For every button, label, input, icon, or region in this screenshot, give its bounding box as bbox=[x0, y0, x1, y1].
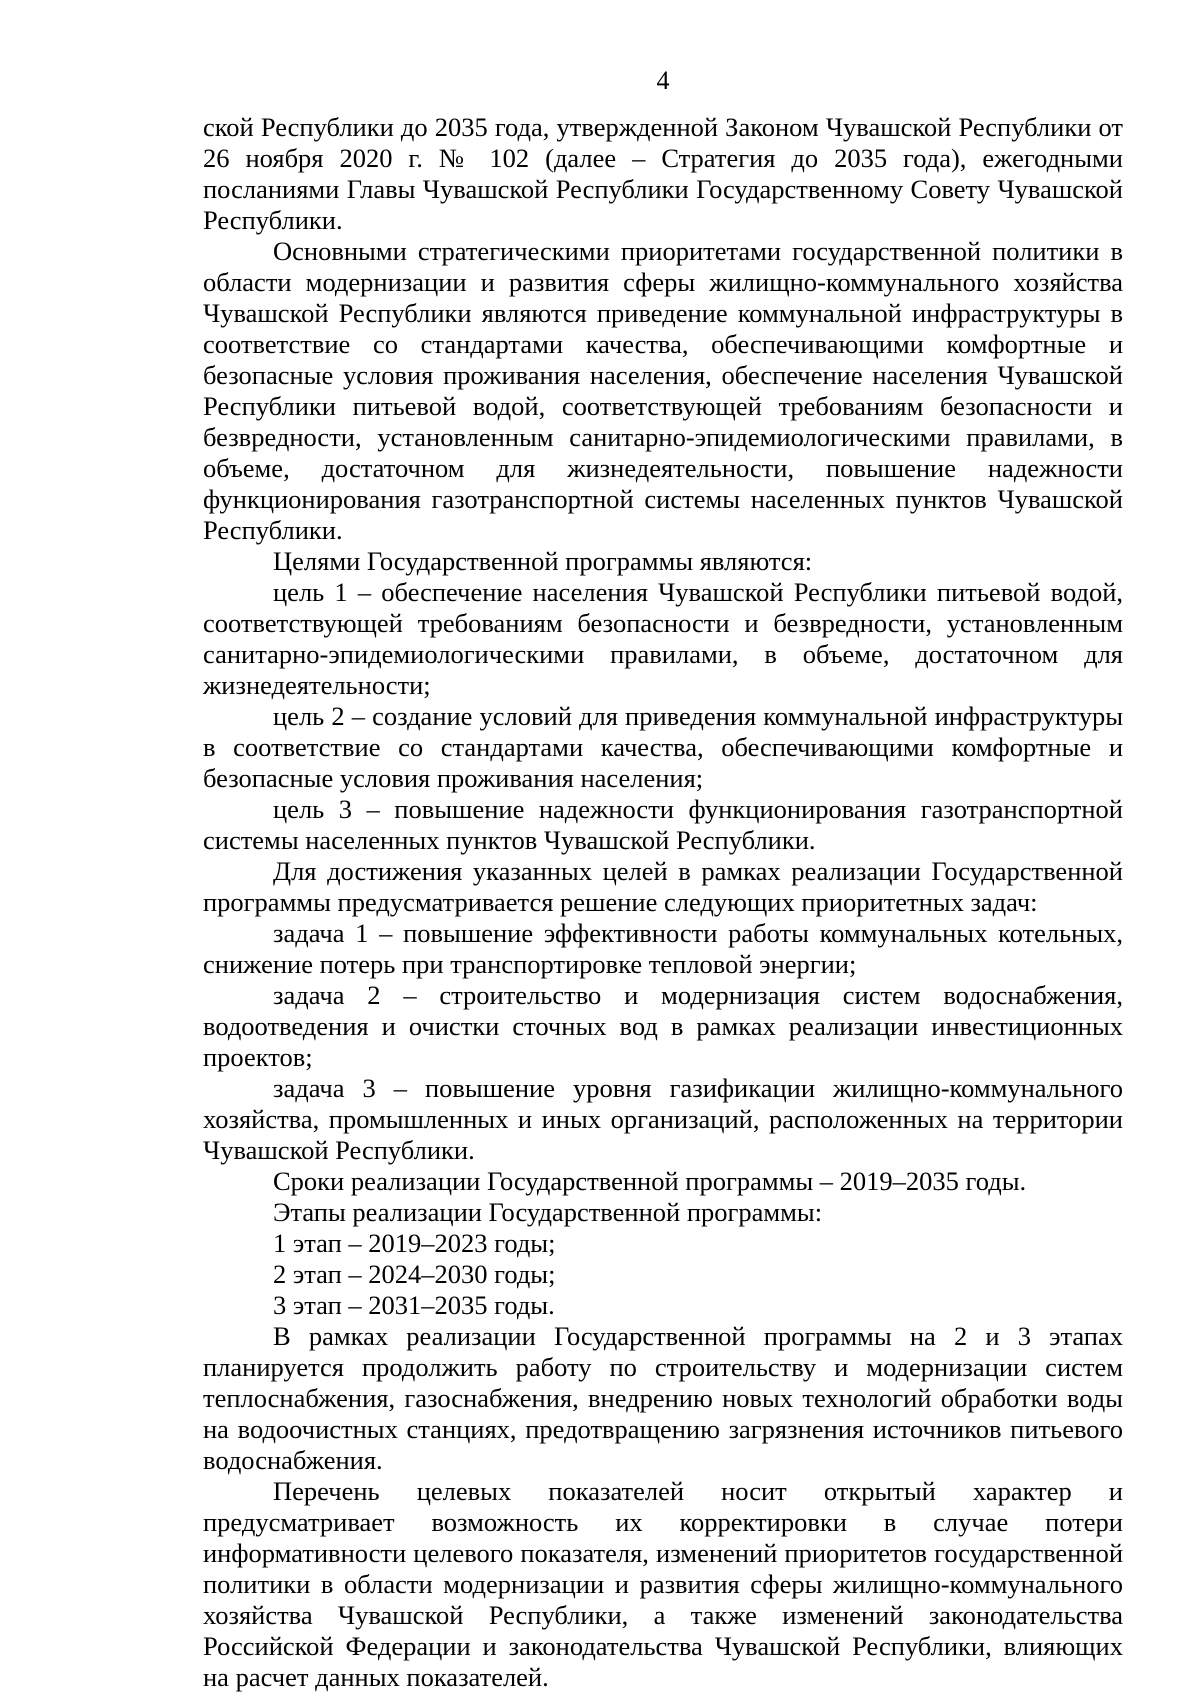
page-number: 4 bbox=[656, 66, 670, 95]
paragraph-tasks-intro: Для достижения указанных целей в рамках реализации Государственной программы предусматривается решение следующих приоритетных задач: bbox=[203, 856, 1123, 917]
paragraph-stage-plans: В рамках реализации Государственной программы на 2 и 3 этапах планируется продолжить работу по строительству и модернизации систем теплоснабжения, газоснабжения, внедрению новых технологий обработки воды на водоочистных станциях, предотвращению загрязнения источников питьевого водоснабжения. bbox=[203, 1321, 1123, 1475]
paragraph-program-period: Сроки реализации Государственной программы – 2019–2035 годы. bbox=[273, 1166, 1027, 1196]
paragraph-goal-3: цель 3 – повышение надежности функционирования газотранспортной системы населенных пунктов Чувашской Республики. bbox=[203, 794, 1123, 855]
paragraph-stage-3: 3 этап – 2031–2035 годы. bbox=[273, 1290, 555, 1320]
document-page bbox=[203, 66, 1123, 1693]
paragraph-strategy-reference: ской Республики до 2035 года, утвержденной Законом Чувашской Республики от 26 ноября 2020 г. № 102 (далее – Стратегия до 2035 года), ежегодными посланиями Главы Чувашской Республики Государственному Совету Чувашской Республики. bbox=[203, 112, 1123, 235]
paragraph-stage-1: 1 этап – 2019–2023 годы; bbox=[273, 1228, 556, 1258]
paragraph-goal-1: цель 1 – обеспечение населения Чувашской Республики питьевой водой, соответствующей требованиям безопасности и безвредности, установленным санитарно-эпидемиологическими правилами, в объеме, достаточном для жизнедеятельности; bbox=[203, 577, 1123, 700]
paragraph-stages-intro: Этапы реализации Государственной программы: bbox=[273, 1197, 823, 1227]
paragraph-task-3: задача 3 – повышение уровня газификации жилищно-коммунального хозяйства, промышленных и иных организаций, расположенных на территории Чувашской Республики. bbox=[203, 1073, 1123, 1165]
paragraph-task-1: задача 1 – повышение эффективности работы коммунальных котельных, снижение потерь при транспортировке тепловой энергии; bbox=[203, 918, 1123, 979]
paragraph-strategic-priorities: Основными стратегическими приоритетами государственной политики в области модернизации и развития сферы жилищно-коммунального хозяйства Чувашской Республики являются приведение коммунальной инфраструктуры в соответствие со стандартами качества, обеспечивающими комфортные и безопасные условия проживания населения, обеспечение населения Чувашской Республики питьевой водой, соответствующей требованиям безопасности и безвредности, установленным санитарно-эпидемиологическими правилами, в объеме, достаточном для жизнедеятельности, повышение надежности функционирования газотранспортной системы населенных пунктов Чувашской Республики. bbox=[203, 236, 1123, 545]
paragraph-task-2: задача 2 – строительство и модернизация систем водоснабжения, водоотведения и очистки сточных вод в рамках реализации инвестиционных проектов; bbox=[203, 980, 1123, 1072]
paragraph-stage-2: 2 этап – 2024–2030 годы; bbox=[273, 1259, 556, 1289]
paragraph-goal-2: цель 2 – создание условий для приведения коммунальной инфраструктуры в соответствие со стандартами качества, обеспечивающими комфортные и безопасные условия проживания населения; bbox=[203, 701, 1123, 793]
paragraph-goals-intro: Целями Государственной программы являются: bbox=[273, 546, 813, 576]
paragraph-indicators: Перечень целевых показателей носит открытый характер и предусматривает возможность их корректировки в случае потери информативности целевого показателя, изменений приоритетов государственной политики в области модернизации и развития сферы жилищно-коммунального хозяйства Чувашской Республики, а также изменений законодательства Российской Федерации и законодательства Чувашской Республики, влияющих на расчет данных показателей. bbox=[203, 1476, 1123, 1692]
